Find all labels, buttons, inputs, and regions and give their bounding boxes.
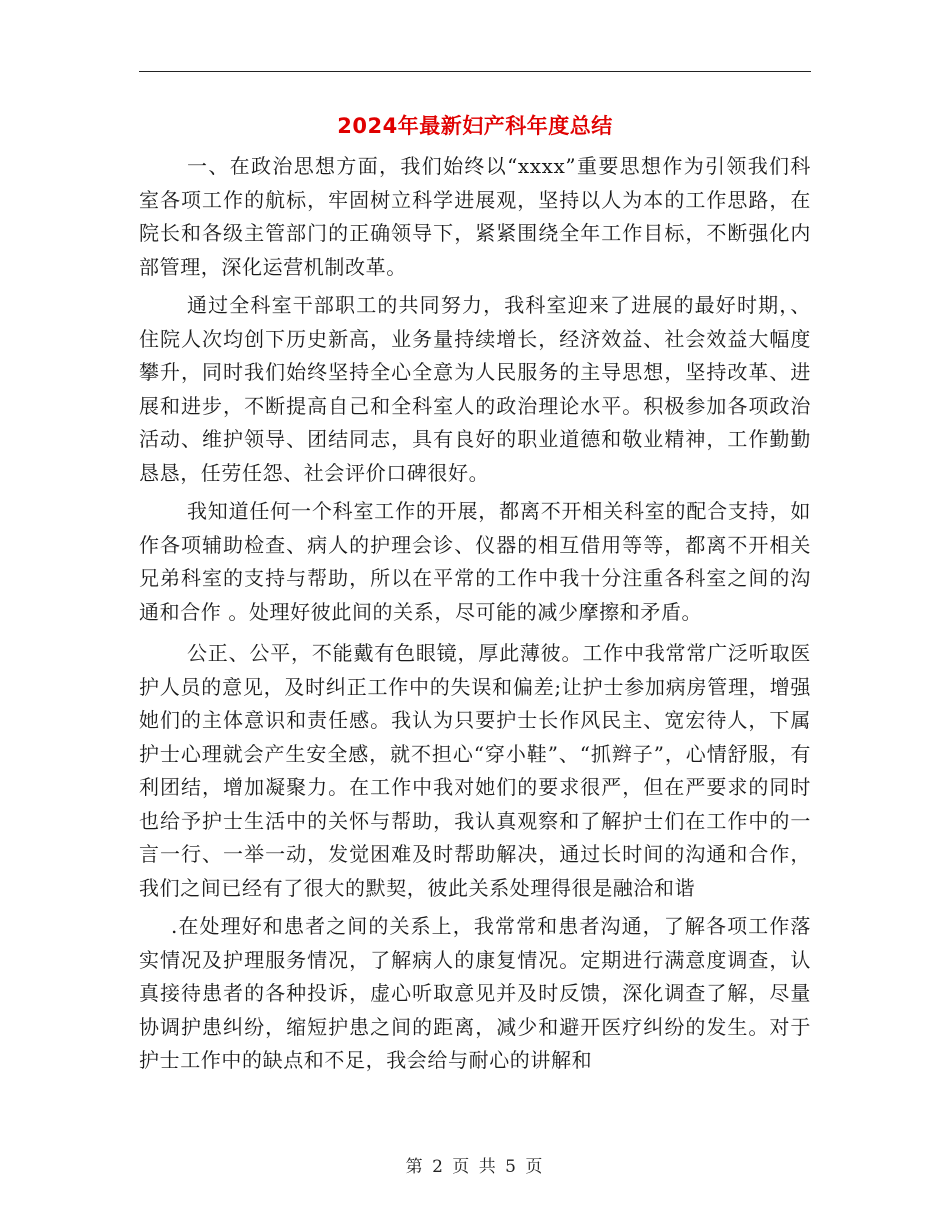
page-number-label: 第 2 页 共 5 页 (405, 1157, 545, 1177)
document-body (139, 150, 811, 1078)
paragraph-political-thought: 一、在政治思想方面，我们始终以“xxxx”重要思想作为引领我们科室各项工作的航标，牢固树立科学进展观，坚持以人为本的工作思路，在院长和各级主管部门的正确领导下，紧紧围绕全年工作目标，不断强化内部管理，深化运营机制改革。 (139, 154, 811, 279)
paragraph-interdepartment-cooperation: 我知道任何一个科室工作的开展，都离不开相关科室的配合支持，如作各项辅助检查、病人的护理会诊、仪器的相互借用等等，都离不开相关兄弟科室的支持与帮助，所以在平常的工作中我十分注重各科室之间的沟通和合作 。处理好彼此间的关系，尽可能的减少摩擦和矛盾。 (139, 499, 811, 624)
page-footer (139, 1152, 811, 1177)
paragraph-staff-management: 公正、公平，不能戴有色眼镜，厚此薄彼。工作中我常常广泛听取医护人员的意见，及时纠正工作中的失误和偏差;让护士参加病房管理，增强她们的主体意识和责任感。我认为只要护士长作风民主、宽宏待人，下属护士心理就会产生安全感，就不担心“穿小鞋”、“抓辫子”，心情舒服，有利团结，增加凝聚力。在工作中我对她们的要求很严，但在严要求的同时也给予护士生活中的关怀与帮助，我认真观察和了解护士们在工作中的一言一行、一举一动，发觉困难及时帮助解决，通过长时间的沟通和合作，我们之间已经有了很大的默契，彼此关系处理得很是融洽和谐 (139, 641, 811, 900)
paragraph-patient-relations: .在处理好和患者之间的关系上，我常常和患者沟通，了解各项工作落实情况及护理服务情况，了解病人的康复情况。定期进行满意度调查，认真接待患者的各种投诉，虚心听取意见并及时反馈，深化调查了解，尽量协调护患纠纷，缩短护患之间的距离，减少和避开医疗纠纷的发生。对于护士工作中的缺点和不足，我会给与耐心的讲解和 (139, 914, 811, 1072)
paragraph-department-development: 通过全科室干部职工的共同努力，我科室迎来了进展的最好时期，、住院人次均创下历史新高，业务量持续增长，经济效益、社会效益大幅度攀升，同时我们始终坚持全心全意为人民服务的主导思想，坚持改革、进展和进步，不断提高自己和全科室人的政治理论水平。积极参加各项政治活动、维护领导、团结同志，具有良好的职业道德和敬业精神，工作勤勤恳恳，任劳任怨、社会评价口碑很好。 (139, 293, 811, 485)
header-rule (139, 71, 811, 72)
document-title: 2024年最新妇产科年度总结 (337, 114, 613, 138)
